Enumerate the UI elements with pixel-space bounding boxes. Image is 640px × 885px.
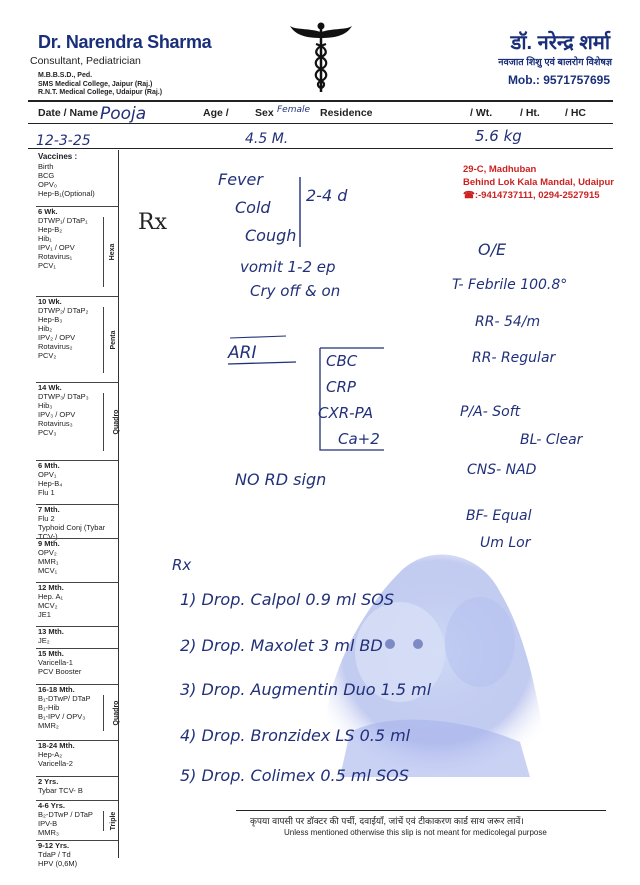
sex-label: Sex (255, 107, 274, 119)
vaccine-combo-tag (103, 695, 120, 731)
no-rd-sign: NO RD sign (235, 470, 327, 489)
vaccine-item: IPV-B (38, 819, 58, 828)
vaccine-item: Varicella-2 (38, 759, 73, 768)
rx-symbol: Rx (138, 210, 167, 235)
vaccine-age-heading: 9-12 Yrs. (38, 841, 70, 850)
oe-finding: CNS- NAD (467, 462, 537, 478)
vaccine-item: IPV₁ / OPV (38, 243, 75, 252)
complaint: Fever (218, 170, 263, 189)
patient-sex: Female (277, 105, 311, 115)
history-vomit: vomit 1-2 ep (240, 258, 336, 276)
vaccine-item: B₁-IPV / OPV₃ (38, 712, 86, 721)
vaccine-age-heading: 18-24 Mth. (38, 741, 75, 750)
vaccine-item: JE1 (38, 610, 51, 619)
rx-handwritten: Rx (172, 556, 192, 574)
vaccine-combo-label: Penta (110, 330, 118, 350)
oe-finding: Um Lor (480, 535, 531, 551)
doctor-name-hindi: डॉ. नरेन्द्र शर्मा (510, 32, 610, 54)
vaccine-item: HPV (0,6M) (38, 859, 78, 868)
oe-finding: P/A- Soft (460, 404, 521, 420)
vaccine-item: Hib₃ (38, 401, 53, 410)
vaccine-item: MMR₁ (38, 557, 59, 566)
clinic-address (463, 163, 614, 202)
diagnosis-underline (226, 334, 306, 368)
oe-title: O/E (478, 240, 507, 259)
vaccine-item: PCV₁ (38, 261, 56, 270)
vaccine-item: Hep-B₄ (38, 479, 63, 488)
vaccine-item: Hep-A₂ (38, 750, 63, 759)
patient-age: 4.5 M. (245, 131, 289, 147)
vaccine-item: OPV₁ (38, 470, 57, 479)
doctor-name: Dr. Narendra Sharma (38, 32, 212, 52)
oe-finding: BL- Clear (520, 432, 583, 448)
vaccine-section (36, 648, 118, 685)
vaccine-item: Rotavirus₁ (38, 252, 73, 261)
vaccine-combo-label: Hexa (108, 243, 116, 261)
doctor-role: Consultant, Pediatrician (30, 55, 141, 67)
vaccine-item: Rotavirus₂ (38, 342, 73, 351)
vaccine-section (36, 776, 118, 801)
vaccine-age-heading: 15 Mth. (38, 649, 64, 658)
vaccine-age-heading: 14 Wk. (38, 383, 62, 392)
vaccine-combo-tag (103, 217, 116, 287)
vaccine-age-heading: 6 Mth. (38, 461, 60, 470)
vaccine-age-heading: 9 Mth. (38, 539, 60, 548)
address-line: Behind Lok Kala Mandal, Udaipur (463, 177, 614, 188)
investigation: Ca+2 (338, 430, 380, 448)
mobile-number: Mob.: 9571757695 (507, 73, 610, 87)
vaccine-item: Hep-B₂ (38, 225, 63, 234)
age-label: Age / (203, 107, 229, 119)
rx-line: 1) Drop. Calpol 0.9 ml SOS (180, 590, 394, 609)
vaccine-section (36, 382, 118, 461)
visit-date: 12-3-25 (36, 133, 91, 149)
vaccine-section (36, 538, 118, 583)
oe-finding: RR- Regular (472, 350, 556, 366)
specialty-hindi: नवजात शिशु एवं बालरोग विशेषज्ञ (498, 57, 612, 68)
vaccine-combo-label: Quadro (112, 409, 120, 435)
residence-label: Residence (320, 107, 373, 119)
vaccine-item: DTWP₃/ DTaP₃ (38, 392, 89, 401)
vaccine-combo-tag (103, 307, 116, 373)
vaccine-item: Hep-B₁(Optional) (38, 189, 95, 198)
vaccine-age-heading: 10 Wk. (38, 297, 62, 306)
vaccine-item: MCV₂ (38, 601, 58, 610)
vaccine-item: DTWP₂/ DTaP₂ (38, 306, 89, 315)
qualification-line: R.N.T. Medical College, Udaipur (Raj.) (38, 89, 163, 96)
investigation: CBC (326, 352, 358, 370)
complaint: Cough (245, 226, 297, 245)
vaccine-item: PCV Booster (38, 667, 82, 676)
address-line: 29-C, Madhuban (463, 164, 537, 175)
vaccine-item: OPV₂ (38, 548, 57, 557)
vaccine-section (36, 296, 118, 383)
caduceus-logo (288, 20, 354, 94)
address-phone: ☎:-9414737111, 0294-2527915 (463, 190, 600, 201)
vaccine-item: DTWP₁/ DTaP₁ (38, 216, 88, 225)
rx-line: 3) Drop. Augmentin Duo 1.5 ml (180, 680, 432, 699)
vaccine-item: JE₂ (38, 636, 50, 645)
complaint: Cold (235, 198, 271, 217)
vaccine-schedule (36, 150, 120, 868)
diagnosis: ARI (228, 343, 257, 363)
vaccine-combo-tag (103, 393, 120, 451)
vaccine-item: Tybar TCV- B (38, 786, 83, 795)
footer-divider (236, 810, 606, 811)
vaccine-age-heading: 12 Mth. (38, 583, 64, 592)
patient-weight: 5.6 kg (475, 127, 522, 145)
vaccine-section (36, 460, 118, 505)
vaccine-section (36, 504, 118, 539)
vaccine-item: Rotavirus₃ (38, 419, 73, 428)
vaccine-item: Flu 1 (38, 488, 55, 497)
footer-note-hindi: कृपया वापसी पर डॉक्टर की पर्ची, दवाईयाँ, जांचें एवं टीकाकरण कार्ड साथ जरूर लावें। (250, 816, 524, 826)
vaccine-combo-label: Triple (109, 811, 117, 831)
bracket-mark (296, 175, 308, 250)
vaccine-item: Varicella-1 (38, 658, 73, 667)
date-name-label: Date / Name / (38, 107, 104, 119)
complaint-duration: 2-4 d (306, 186, 348, 205)
vaccine-age-heading: 16-18 Mth. (38, 685, 75, 694)
vaccine-section (36, 740, 118, 777)
hc-label: / HC (565, 107, 586, 119)
vaccine-section (36, 206, 118, 297)
vaccine-item: MMR₂ (38, 721, 59, 730)
vaccine-item: Hib₁ (38, 234, 52, 243)
vaccine-age-heading: 4-6 Yrs. (38, 801, 65, 810)
vaccine-section (36, 162, 118, 206)
vaccine-age-heading: 13 Mth. (38, 627, 64, 636)
vaccine-item: MCV₁ (38, 566, 58, 575)
rx-line: 5) Drop. Colimex 0.5 ml SOS (180, 766, 409, 785)
history-cry: Cry off & on (250, 282, 341, 300)
rx-line: 2) Drop. Maxolet 3 ml BD (180, 636, 383, 655)
field-underline-2 (28, 148, 613, 149)
vaccine-item: Flu 2 (38, 514, 55, 523)
vaccine-age-heading: 7 Mth. (38, 505, 60, 514)
footer-note-english: Unless mentioned otherwise this slip is not meant for medicolegal purpose (284, 828, 547, 837)
vaccine-item: PCV₃ (38, 428, 57, 437)
vaccine-section (36, 582, 118, 627)
qualification-line: M.B.B.S.D., Ped. (38, 72, 93, 79)
vaccine-combo-label: Quadro (112, 700, 120, 726)
vaccine-item: Typhoid Conj (Tybar TCV-) (38, 523, 106, 541)
investigation: CXR-PA (318, 404, 374, 422)
vaccine-item: Birth (38, 162, 54, 171)
vaccine-item: Hep. A₁ (38, 592, 64, 601)
vaccine-item: Hep-B₃ (38, 315, 63, 324)
qualifications (38, 72, 162, 98)
investigation: CRP (326, 378, 356, 396)
vaccine-age-heading: 6 Wk. (38, 207, 58, 216)
rx-line: 4) Drop. Bronzidex LS 0.5 ml (180, 726, 411, 745)
vaccines-title: Vaccines : (38, 152, 78, 161)
vaccine-section (36, 684, 118, 741)
vaccine-item: PCV₂ (38, 351, 57, 360)
vaccine-section (36, 840, 118, 885)
qualification-line: SMS Medical College, Jaipur (Raj.) (38, 80, 153, 88)
weight-label: / Wt. (470, 107, 493, 119)
vaccine-section (36, 800, 118, 841)
vaccine-item: OPV₀ (38, 180, 57, 189)
patient-name: Pooja (100, 104, 147, 124)
vaccine-item: Hib₂ (38, 324, 53, 333)
vaccine-age-heading: 2 Yrs. (38, 777, 59, 786)
vaccine-item: IPV₂ / OPV (38, 333, 76, 342)
vaccine-item: MMR₃ (38, 828, 59, 837)
vaccine-item: B₁-Hib (38, 703, 60, 712)
oe-finding: RR- 54/m (475, 314, 541, 330)
oe-finding: T- Febrile 100.8° (452, 277, 568, 293)
vaccine-item: IPV₃ / OPV (38, 410, 76, 419)
oe-finding: BF- Equal (466, 508, 532, 524)
vaccine-item: BCG (38, 171, 55, 180)
vaccine-combo-tag (103, 811, 116, 831)
header-divider (28, 100, 613, 102)
vaccine-section (36, 626, 118, 649)
vaccine-item: B₂-DTwP / DTaP (38, 810, 93, 819)
vaccine-item: B₁-DTwP/ DTaP (38, 694, 91, 703)
height-label: / Ht. (520, 107, 540, 119)
vaccine-item: TdaP / Td (38, 850, 71, 859)
